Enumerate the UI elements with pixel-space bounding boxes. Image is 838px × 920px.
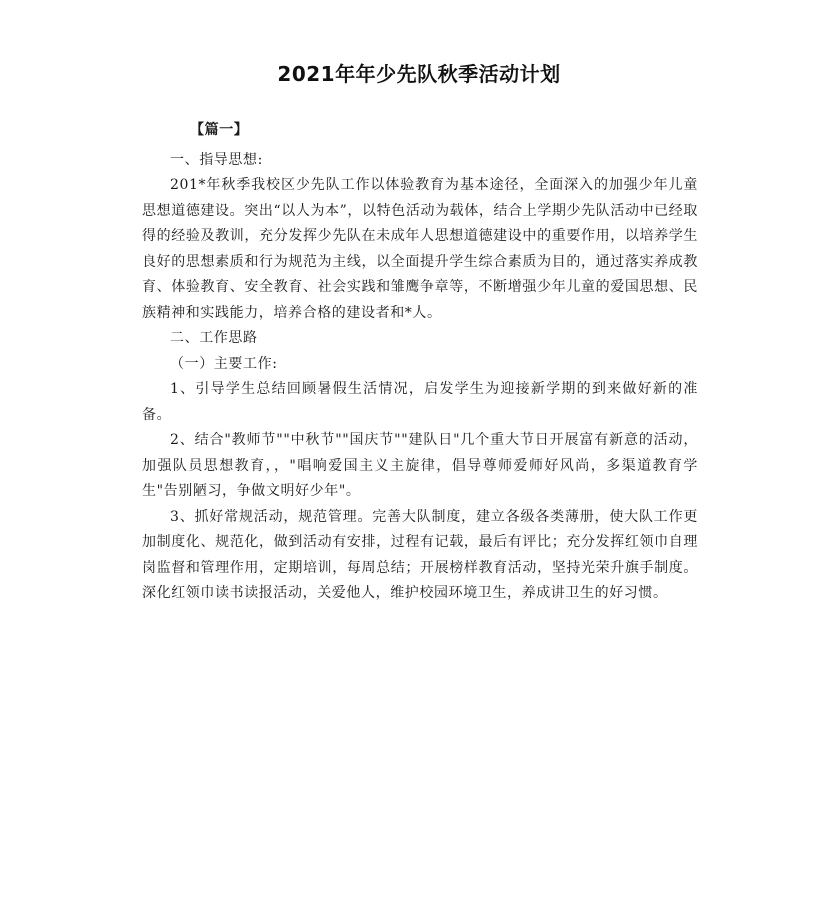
document-body (142, 118, 698, 607)
heading-guiding-thought: 一、指导思想: (170, 151, 263, 168)
section-mark: 【篇一】 (190, 122, 249, 138)
subheading-main-work: （一）主要工作: (170, 355, 278, 372)
paragraph-item-1: 1、引导学生总结回顾暑假生活情况，启发学生为迎接新学期的到来做好新的准备。 (142, 381, 698, 423)
document-title: 2021年年少先队秋季活动计划 (277, 62, 561, 86)
paragraph-item-3: 3、抓好常规活动，规范管理。完善大队制度，建立各级各类薄册，使大队工作更加制度化、规范化，做到活动有安排，过程有记载，最后有评比；充分发挥红领巾自理岗监督和管理作用，定期培训，每周总结；开展榜样教育活动，坚持光荣升旗手制度。深化红领巾读书读报活动，关爱他人，维护校园环境卫生，养成讲卫生的好习惯。 (142, 508, 698, 601)
paragraph-guiding-thought: 201*年秋季我校区少先队工作以体验教育为基本途径，全面深入的加强少年儿童思想道德建设。突出“以人为本”，以特色活动为载体，结合上学期少先队活动中已经取得的经验及教训，充分发挥少先队在未成年人思想道德建设中的重要作用，以培养学生良好的思想素质和行为规范为主线，以全面提升学生综合素质为目的，通过落实养成教育、体验教育、安全教育、社会实践和雏鹰争章等，不断增强少年儿童的爱国思想、民族精神和实践能力，培养合格的建设者和*人。 (142, 177, 698, 321)
paragraph-item-2: 2、结合"教师节""中秋节""国庆节""建队日"几个重大节日开展富有新意的活动，加强队员思想教育，，"唱响爱国主义主旋律，倡导尊师爱师好风尚，多渠道教育学生"告别陋习，争做文明好少年"。 (142, 432, 698, 499)
heading-work-ideas: 二、工作思路 (170, 330, 258, 346)
